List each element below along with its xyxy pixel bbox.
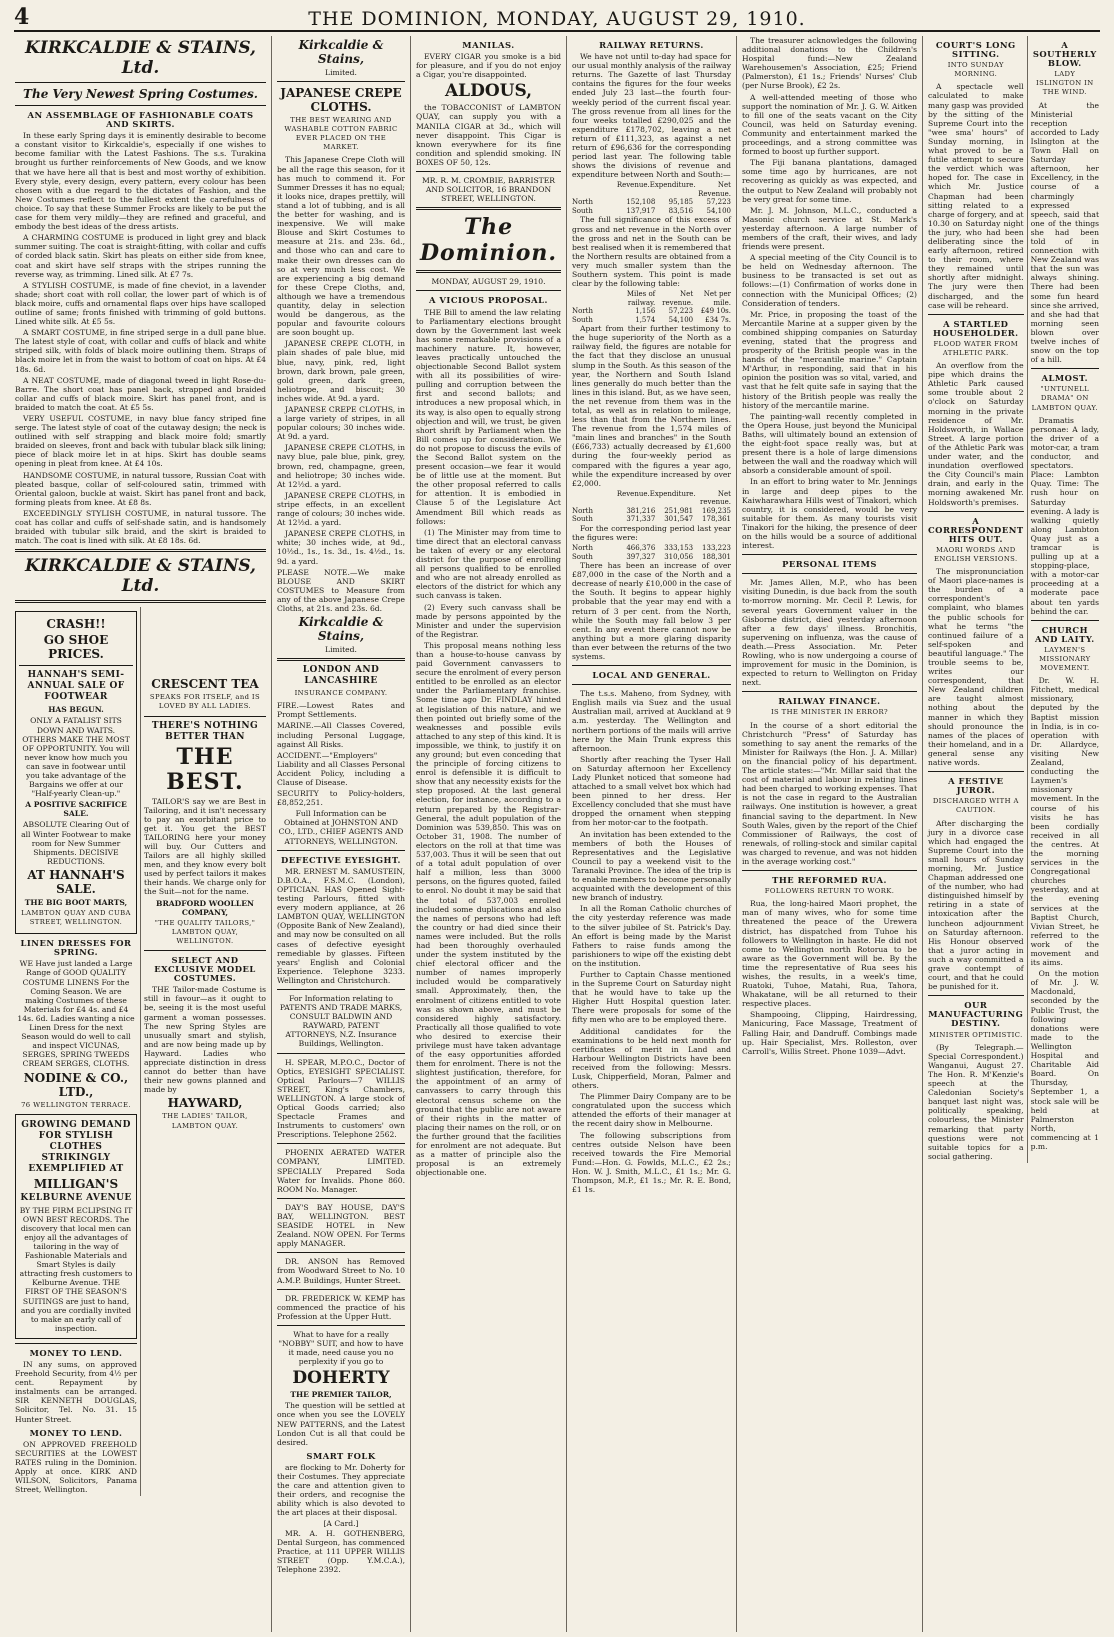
ad-item: A NEAT COSTUME, made of diagonal tweed in light Rose-du-Barre. The short coat has panel back, strapped and braided collar and cuffs of black moire. Skirt has panel front, and is braided to match the coat. At £5 5s. (15, 375, 266, 412)
crepe-note: PLEASE NOTE.—We make BLOUSE AND SKIRT COSTUMES to Measure from any of the above Japanese Crepe Cloths, at 21s. and 23s. 6d. (277, 567, 405, 613)
dominion-logo: The Dominion. (419, 214, 558, 267)
local-para: Shortly after reaching the Tyser Hall on Saturday afternoon her Excellency Lady Plunket noticed that someone had attached to a small velvet box which had been pinned to her dress. Her Excellency concluded that she must have dropped the ornament when stepping from her motor-car to the footpath. (572, 754, 731, 828)
correspondent-body: The mispronunciation of Maori place-names is the burden of a correspondent's complaint, who blames the public schools for what he terms "the continued failure of a self-spoken and beautiful language." The trouble seems to be, writes our correspondent, that New Zealand children are taught almost nothing about the manner in which they should pronounce the names of the places of their homeland, and in a general sense any native words. (928, 567, 1024, 768)
ad-item: A STYLISH COSTUME, is made of fine cheviot, in a lavender shade; short coat with roll collar, the lower part of which is of black moire, cuffs and ornamental flaps over hips have scalloped outline of same; fronts finished with trimming of gold buttons. Lined white silk. At £5 5s. (15, 280, 266, 327)
table-row: North 152,108 95,185 57,223 (572, 198, 731, 207)
big-boot-address: LAMBTON QUAY AND CUBA STREET, WELLINGTON. (21, 909, 131, 927)
railway-body: We have not until to-day had space for our usual monthly analysis of the railway returns. The Gazette of last Thursday contains the figures for the four weeks ended July 23 last—the fourth four-weekly period of the current fiscal year. The gross revenue from all lines for the four weeks totalled £290,025 and the expenditure £178,702, leaving a net return of £111,323, as against a net return of £96,636 for the corresponding period last year. The following table shows the divisions of revenue and expenditure between North and South:— (572, 52, 731, 180)
kemp-ad: DR. FREDERICK W. KEMP has commenced the practice of his Profession at the Upper Hutt. (277, 1293, 405, 1321)
railway-body-4: There has been an increase of over £87,000 in the case of the North and a decrease of nearly £10,000 in the case of the South. It begins to appear highly probable that the year may end with a return of 3 per cent. from the North, while the South may fall below 3 per cent. In any event there cannot now be anything but a more glaring disparity than ever between the returns of the two systems. (572, 561, 731, 661)
big-boot: THE BIG BOOT MARTS, (24, 897, 128, 907)
ad-firm-heading: KIRKCALDIE & STAINS, Ltd. (25, 38, 256, 78)
eye-body: MR. ERNEST M. SAMUSTEIN, D.B.O.A., F.S.M.C. (London), OPTICIAN. HAS Opened Sight-testing Parlours, fitted with every modern appliance, at 26 LAMBTON QUAY, WELLINGTON (Opposite Bank of New Zealand), and may now be consulted on all cases of defective eyesight remediable by glasses. Fifteen years' English and Colonial Experience. Telephone 3233. Wellington and Christchurch. (277, 866, 406, 985)
newspaper-title: THE DOMINION, MONDAY, AUGUST 29, 1910. (308, 8, 806, 30)
court-body: A spectacle well calculated to make many gasp was provided by the sitting of the Supreme Court into the "wee sma' hours" of Sunday morning, in what proved to be a futile attempt to secure the verdict which was hoped for. The case in which Mr. Justice Chapman had been sitting related to a charge of forgery, and at 10.30 on Saturday night the jury, who had been deliberating since the early afternoon, retired to their room, where they remained until shortly after midnight. The jury were then discharged, and the case will be reheard. (928, 82, 1024, 310)
money-body-2: ON APPROVED FREEHOLD SECURITIES at the LOWEST RATES ruling in the Dominion. Apply at once. KIRK AND WILSON, Solicitors, Panama Street, Wellington. (15, 1439, 137, 1495)
court-heading: COURT'S LONG SITTING. (935, 40, 1016, 60)
crepe-price: JAPANESE CREPE CLOTHS, in navy blue, pale blue, pink, grey, brown, red, champagne, green, and heliotrope; 30 inches wide. At 12½d. a yard. (277, 443, 405, 489)
personal-heading: PERSONAL ITEMS (782, 559, 877, 570)
column-5 (737, 36, 923, 1632)
ins-line: MARINE.—All Classes Covered, including Personal Luggage, against All Risks. (277, 721, 405, 749)
vicious-para: THE Bill to amend the law relating to Parliamentary elections brought down by the Government last week has some remarkable provisions of a machinery nature. It, however, leaves practically untouched the objectionable Second Ballot system with all its possibilities of wire-pulling and corruption between the first and second ballots; and introduces a new proposal which, in its way, is also open to equally strong objection and will, we trust, be given short shrift by Parliament when the Bill comes up for consideration. We do not propose to discuss the evils of the Second Ballot system on the present occasion—we fear it would be of little use at the moment. But the other proposal referred to calls for attention. It is embodied in Clause 5 of the Legislature Act Amendment Bill which reads as follows: (416, 307, 561, 526)
railway-heading: RAILWAY RETURNS. (599, 40, 704, 50)
crepe-title: JAPANESE CREPE CLOTHS. (280, 86, 402, 115)
hospital-donations: The treasurer acknowledges the following additional donations to the Children's Hospital fund:—New Zealand Warehousemen's Association, £25; Friend (Palmerston), £1 1s.; Friends' Nurses' Club (per Nurse Brook), £2 2s. (742, 36, 917, 91)
linen-body: WE Have just landed a Large Range of GOOD QUALITY COSTUME LINENS For the Coming Season. We are making Costumes of these Materials for £4 4s. and £4 14s. 6d. Ladies wanting a nice Linen Dress for the next Season would do well to call and inspect VICUNAS, SERGES, SPRING TWEEDS CREAM SERGES, CLOTHS. (17, 959, 135, 1069)
best-body: TAILOR'S say we are Best in Tailoring, and it isn't necessary to pay an exorbitant price to get it. You get the BEST TAILORING here your money will buy. Our Cutters and Tailors are all highly skilled men, and they know every bolt used by perfect tailors it makes their hands. We charge only for the Suit—not for the name. (144, 796, 266, 897)
manilas-heading: MANILAS. (462, 40, 515, 50)
local-para: An invitation has been extended to the members of both the Houses of Representatives and the Legislative Council to pay a weekend visit to the Taranaki Province. The idea of the trip is to enable members to become personally acquainted with the development of this new branch of industry. (572, 829, 731, 903)
table-row: North 381,216 251,981 169,235 (572, 506, 731, 515)
local-para: Further to Captain Chasse mentioned in the Supreme Court on Saturday night that he would have to take up the Higher Hutt Hospital question later. There were proposals for some of the fifty men who are to be employed there. (572, 969, 731, 1025)
table-row: South 137,917 83,516 54,100 (572, 206, 731, 215)
church-sub: LAYMEN'S MISSIONARY MOVEMENT. (1039, 645, 1091, 673)
money-body-1: IN any sums, on approved Freehold Security, from 4½ per cent. Repayment by instalments can be arranged. SIR KENNETH DOUGLAS, Solicitor, Tel. No. 31. 15 Hunter Street. (15, 1360, 137, 1424)
hairdresser-advert: Shampooing, Clipping, Hairdressing, Manicuring, Face Massage, Treatment of Falling Hair, and Dandruff. Combings made up. Hair Specialist, Mrs. Rolleston, over Carroll's, Willis Street. Phone 1039—Advt. (742, 1010, 917, 1056)
table-header: Miles of railway. Net revenue. Net per mile. (626, 290, 731, 307)
reformed-sub: FOLLOWERS RETURN TO WORK. (764, 887, 895, 896)
local-para: The Plimmer Dairy Company are to be congratulated upon the success which attended the efforts of their manager at the recent dairy show in Melbourne. (572, 1092, 731, 1129)
crescent-sub: SPEAKS FOR ITSELF, and IS LOVED BY ALL LADIES. (149, 693, 261, 711)
best-heading: THE BEST. (166, 743, 244, 795)
table-header: Revenue. Expenditure. Net Revenue. (616, 181, 731, 198)
juror-sub: DISCHARGED WITH A CAUTION. (932, 797, 1019, 815)
ad-headline: The Very Newest Spring Costumes. (23, 87, 258, 101)
phoenix-ad: PHOENIX AERATED WATER COMPANY, LIMITED. SPECIALLY Prepared Soda Water for Invalids. Phone 860. ROOM No. Manager. (277, 1148, 405, 1194)
table-row: South 397,327 310,056 188,301 (572, 552, 731, 561)
juror-body: After discharging the jury in a divorce case which had engaged the Supreme Court into the small hours of Sunday morning, Mr. Justice Chapman addressed one of the number, who had distinguished himself by retiring in a state of intoxication after the luncheon adjournment on Saturday afternoon. His Honour observed that a juror acting in such a way committed a grave contempt of court, and that he could be punished for it. (928, 818, 1024, 992)
startled-body: An overflow from the pipe which drains the Athletic Park caused some trouble about 2 o'clock on Saturday morning in the private residence of Mr. Holdsworth, in Wallace Street. A large portion of the Athletic Park was under water, and the inundation overflowed the City Council's main drain, and early in the morning awakened Mr. Holdsworth's premises. (928, 361, 1024, 507)
table-row: North 1,156 57,223 £49 10s. (572, 307, 731, 316)
best-lead: THERE'S NOTHING BETTER THAN (151, 720, 259, 742)
nodine-address: 76 WELLINGTON TERRACE. (21, 1100, 131, 1109)
ad-firm-heading-2: KIRKCALDIE & STAINS, Ltd. (25, 556, 256, 597)
hannah-body: ONLY A FATALIST SITS DOWN AND WAITS. OTHERS MAKE THE MOST OF OPPORTUNITY. You will never know how much you can save in footwear until you take advantage of the Bargains we offer at our "Half-yearly Clean-up." (22, 716, 130, 799)
vicious-para: This proposal means nothing less than a house-to-house canvass by paid Government canvassers to secure the enrolment of every person entitled to be enrolled as an elector under the Parliamentary franchise. Some time ago Dr. FINDLAY hinted at legislation of this nature, and we then pointed out briefly some of the weaknesses and possible evils attached to any step of this kind. It is impossible, we think, to justify it on any ground; but even conceding that the principle of forcing citizens to enrol is defensible it is difficult to show that any necessity exists for the step proposed. At the last general election, for instance, according to a return prepared by the Registrar-General, the adult population of the Dominion was 539,850. This was on October 31, 1908. The number of electors on the roll at that time was 537,003. Thus it will be seen that out of a total adult population of over half a million, less than 3000 persons, on the figures quoted, failed to enrol. No doubt it may be said that the total of 537,003 enrolled included some duplications and also the names of persons who had left the country or had died since their names were included. But the rolls had been thoroughly overhauled under the system instituted by the chief electoral officer and the number of names improperly included would be comparatively small. Approximately, then, the enrolment of citizens entitled to vote was as shown above, and must be considered highly satisfactory. Practically all those qualified to vote who desired to exercise their privilege must have taken advantage of the easy opportunities afforded them for enrolment. There is not the slightest justification, therefore, for the appointment of an army of canvassers to carry through this electoral census scheme on the ground that the public are not aware of their rights in the matter of placing their names on the roll, or on the further ground that the facilities for enrolment are not adequate. But as a matter of principle also the proposal is an extremely objectionable one. (416, 640, 561, 1178)
blow-sub: LADY ISLINGTON IN THE WIND. (1036, 70, 1094, 97)
ins-line: FIRE.—Lowest Rates and Prompt Settlements. (277, 701, 405, 720)
london-heading: LONDON AND LANCASHIRE (302, 665, 380, 687)
milligan-lead: GROWING DEMAND FOR STYLISH CLOTHES STRIKINGLY EXEMPLIFIED AT (21, 1119, 131, 1174)
crepe-body: This Japanese Crepe Cloth will be all the rage this season, for it has much to commend it. For Summer Dresses it has no equal; it looks nice, drapes prettily, will stand a lot of tubbing, and is all the better for washing, and is inexpensive. We will make Blouse and Skirt Costumes to measure at 21s. and 23s. 6d., and those who can and care to make their own dresses can do so at very much less cost. We are experiencing a big demand for these Crepe Cloths, and, although we have a tremendous quantity, delay in selection would be dangerous, as the popular and favourite colours are soon bought up. (277, 155, 405, 338)
almost-body: Dramatis personae: A lady, the driver of a motor-car, a tram conductor, and spectators. Place: Lambton Quay. Time: The rush hour on Saturday evening. A lady is walking quietly along Lambton Quay just as a tramcar is pulling up at a stopping-place, with a motor-car proceeding at a moderate pace about ten yards behind the car. (1030, 415, 1099, 616)
local-para: A special meeting of the City Council is to be held on Wednesday afternoon. The business to be transacted is set out as follows:—(1) Confirmation of works done in connection with the Municipal Offices; (2) Consideration of tenders. (742, 253, 917, 308)
local-heading: LOCAL AND GENERAL. (592, 670, 711, 681)
table-row: South 1,574 54,100 £34 7s. (572, 315, 731, 324)
column-1 (10, 36, 272, 1632)
startled-sub: FLOOD WATER FROM ATHLETIC PARK. (933, 339, 1019, 357)
milligan-address: KELBURNE AVENUE (20, 1192, 132, 1203)
reformed-body: Rua, the long-haired Maori prophet, the man of many wives, who for some time threatened the peace of the Urewera district, has dispatched from Tuhoe his followers to Wellington in haste. He did not come to Wellington north Rotorua to be aware as the Government will be. By the time the representative of Rua sees his wishes, the results, in a week's time, Ruatoki, Tuhoe, Matahi, Rua, Tahora, Whakatane, will be all returned to their respective places. (742, 899, 917, 1009)
vicious-para: (2) Every such canvass shall be made by persons appointed by the Minister and under the supervision of the Registrar. (416, 602, 561, 639)
court-sub: INTO SUNDAY MORNING. (947, 61, 1004, 79)
ad-item: A SMART COSTUME, in fine striped serge in a dull pane blue. The latest style of coat, with collar and cuffs of black and white striped silk, with folds of black moire outlining them. Straps of black moire let in from the waist to bottom of coat on hips. At £4 18s. 6d. (15, 328, 266, 374)
smart-heading: SMART FOLK (306, 1450, 376, 1461)
local-para: A well-attended meeting of those who support the nomination of Mr. J. G. W. Aitken to fill one of the seats vacant on the City Council, was held on Saturday evening. Community and entertainment marked the proceedings, and a strong committee was formed to boost up further support. (742, 92, 917, 157)
ad-subhead: AN ASSEMBLAGE OF FASHIONABLE COATS AND SKIRTS. (27, 110, 254, 130)
column-2 (272, 36, 411, 1632)
local-para: Mr. Price, in proposing the toast of the Mercantile Marine at a supper given by the combined shipping companies on Saturday evening, stated that the progress and prosperity of the British people was in the hands of the "mercantile marine." Captain M'Arthur, in responding, said that in his opinion the position was so vital, varied, and vast that he felt quite safe in saying that the history of the British people was really the history of the mercantile marine. (742, 309, 917, 410)
milligan-heading: MILLIGAN'S (33, 1176, 119, 1191)
column-3 (411, 36, 567, 1632)
crepe-tag: THE BEST WEARING AND WASHABLE COTTON FABRIC EVER PLACED ON THE MARKET. (284, 116, 398, 152)
table-header: Revenue. Expenditure. Net revenue. (616, 489, 731, 507)
crepe-price: JAPANESE CREPE CLOTHS, in a large variety of stripes, in all popular colours; 30 inches wide. At 9d. a yard. (277, 405, 405, 442)
smart-body: are flocking to Mr. Doherty for their Costumes. They appreciate the care and attention given to their orders, and recognise the ability which is also devoted to the art places at their disposal. (277, 1462, 405, 1518)
crepe-price: JAPANESE CREPE CLOTH, in plain shades of pale blue, mid blue, navy, pink, red, light brown, dark brown, pale green, gold green, dark green, heliotrope, and biscuit; 30 inches wide. At 9d. a yard. (277, 339, 405, 403)
correspondent-sub: MAORI WORDS AND ENGLISH VERSIONS. (934, 545, 1018, 563)
church-body: Dr. W. H. Fitchett, medical missionary, deputed by the Baptist mission in India, is in co-operation with Dr. Allardyce, visiting New Zealand, conducting the Laymen's missionary movement. In the course of his visits he has been cordially received in all the centres. At the morning services in the Congregational churches yesterday, and at the evening services at the Baptist Church, Vivian Street, he referred to the work of the movement and its aims. (1030, 676, 1099, 968)
anson-ad: DR. ANSON has Removed from Woodward Street to No. 10 A.M.P. Buildings, Hunter Street. (277, 1257, 405, 1285)
col2-limited-2: Limited. (325, 645, 357, 655)
finance-heading: RAILWAY FINANCE. (778, 696, 881, 707)
crepe-price: JAPANESE CREPE CLOTHS, in stripe effects, in an excellent range of colours; 30 inches wide. At 12½d. a yard. (277, 490, 405, 528)
personal-body: Mr. James Allen, M.P., who has been visiting Dunedin, is due back from the south to-morrow morning. Mr. Cecil P. Lewis, for several years Government valuer in the Gisborne district, died yesterday afternoon after a few days' illness. Bronchitis, supervening on influenza, was the cause of death.—Press Association. Mr. Peter Rowling, who is now undergoing a course of improvement for music in the Dominion, is expected to return to Wellington on Friday next. (742, 578, 917, 688)
masthead (14, 4, 1100, 32)
ins-line: ACCIDENT.—"Employers" Liability and all Classes Personal Accident Policy, including a Clause of Disease. (277, 750, 405, 787)
railway-mid: The full significance of this excess of gross and net revenue in the North over the gross and net in the South can be best realised when it is remembered that the Northern results are obtained from a very much smaller system than the Southern system. This point is made clear by the following table: (572, 215, 732, 289)
doherty-sub: THE PREMIER TAILOR, (290, 1390, 392, 1400)
blow-body: At the Ministerial reception accorded to Lady Islington at the Town Hall on Saturday afternoon, her Excellency, in the course of a charmingly expressed speech, said that one of the things she had been told of in connection with New Zealand was that the sun was always shining. There had been some fun heard since she arrived, and she had that morning seen blown over twelve inches of snow on the top of a hill. (1030, 100, 1099, 365)
aldous-body: the TOBACCONIST of LAMBTON QUAY, can supply you with a MANILA CIGAR at 3d., which will never disappoint. This Cigar is known everywhere for its fine condition and splendid smoking. IN BOXES OF 50, 12s. (416, 103, 561, 167)
local-para: Mr. J. M. Johnson, M.L.C., conducted a Masonic church service at St. Mark's yesterday afternoon. A large number of members of the craft, their wives, and lady friends were present. (742, 205, 917, 252)
crescent-heading: CRESCENT TEA (151, 677, 259, 692)
eye-heading: DEFECTIVE EYESIGHT. (281, 854, 401, 865)
bradford-sub: "THE QUALITY TAILORS," LAMBTON QUAY, WELLINGTON. (154, 918, 256, 945)
local-para: The t.s.s. Maheno, from Sydney, with English mails via Suez and the usual Australian mail, arrived at Auckland at 9 a.m. yesterday. The Wellington and northern portions of the mails will arrive here by the Main Trunk express this afternoon. (572, 689, 731, 753)
hayward-heading: HAYWARD, (167, 1096, 243, 1111)
vicious-para: (1) The Minister may from time to time direct that an electoral canvass be taken of every or any electoral district for the purpose of enrolling all persons qualified to be enrolled and who are not already enrolled as electors of the district for which any such canvass is taken. (416, 527, 561, 601)
select-heading: SELECT AND EXCLUSIVE MODEL COSTUMES. (154, 955, 256, 984)
milligan-body: BY THE FIRM ECLIPSING IT OWN BEST RECORDS. The discovery that local men can enjoy all the advantages of tailoring in the way of Fashionable Materials and Smart Styles is daily attracting fresh customers to Kelburne Avenue. THE FIRST OF THE SEASON'S SUITINGS are just to hand, and you are cordially invited to make an early call of inspection. (19, 1205, 133, 1333)
crombie-ad: MR. R. M. CROMBIE, BARRISTER AND SOLICITOR, 16 BRANDON STREET, WELLINGTON. (422, 176, 555, 204)
col2-limited: Limited. (325, 68, 357, 77)
nobby-lead: What to have for a really "NOBBY" SUIT, and how to have it made, need cause you no perplexity if you go to (278, 1329, 404, 1367)
doherty-body: The question will be settled at once when you see the LOVELY NEW PATTERNS, and the Latest London Cut is all that could be desired. (277, 1401, 405, 1447)
doherty-heading: DOHERTY (292, 1368, 390, 1389)
motion-body: On the motion of Mr. J. W. Macdonald, seconded by the Public Trust, the following donations were made to the Wellington Hospital and Charitable Aid Board. On Thursday, September 1, a stock sale will be held at Palmerston North, commencing at 1 p.m. (1030, 969, 1099, 1151)
insurance-heading: INSURANCE COMPANY. (294, 689, 388, 698)
gothenberg-ad: MR. A. H. GOTHENBERG, Dental Surgeon, has commenced Practice, at 111 UPPER WILLIS STREET (Opp. Y.M.C.A.), Telephone 2392. (277, 1528, 405, 1574)
money-heading-1: MONEY TO LEND. (29, 1347, 123, 1358)
bradford-heading: BRADFORD WOOLLEN COMPANY, (156, 898, 254, 917)
destiny-sub: MINISTER OPTIMISTIC. (928, 1030, 1023, 1039)
page-number: 4 (14, 4, 30, 30)
local-para: Additional candidates for the examinations to be held next month for certificates of merit in Land and Harbour Wellington Districts have been received from the following: Messrs. Lusk, Chipperfield, Moran, Palmer and others. (572, 1026, 731, 1091)
juror-heading: A FESTIVE JUROR. (948, 776, 1004, 796)
days-bay-ad: DAY'S BAY HOUSE, DAY'S BAY, WELLINGTON. BEST SEASIDE HOTEL in New Zealand. NOW OPEN. For Terms apply MANAGER. (277, 1202, 405, 1249)
hannah-begun: HAS BEGUN. (48, 705, 104, 715)
select-body: THE Tailor-made Costume is still in favour—as it ought to be, seeing it is the most useful garment a woman possesses. The new Spring Styles are unusually smart and stylish, and are now being made up by Hayward. Ladies who appreciate distinction in dress cannot do better than have their new gowns planned and made by (144, 985, 266, 1095)
nodine-heading: NODINE & CO., LTD., (23, 1070, 129, 1099)
crash-heading: CRASH!! (46, 617, 106, 632)
table-row: South 371,337 301,547 178,361 (572, 515, 731, 524)
finance-body: In the course of a short editorial the Christchurch "Press" of Saturday has something to say anent the remarks of the Minister for Railways (the Hon. J. A. Millar) on the financial policy of his department. The article states:—"Mr. Millar said that the cost of material and labour in relating lines had been charged to working expenses. That is not the case in regard to the Australian railways. One institution is however, a great financial saving to the department. In New South Wales, given by the report of the Chief Commissioner of Railways, the cost of renewals, of rolling-stock and similar capital was charged to revenue, and was not hidden in the average working cost." (742, 720, 917, 866)
local-para: The following subscriptions from centres outside Nelson have been received towards the Fire Memorial Fund:—Hon. G. Fowlds, M.L.C., £2 2s.; Hon. W. J. Smith, M.L.C., £1 1s.; Mr. G. Thompson, M.P., £1 1s.; Mr. R. E. Bond, £1 1s. (572, 1130, 731, 1195)
blow-heading: A SOUTHERLY BLOW. (1032, 40, 1097, 69)
hayward-sub: THE LADIES' TAILOR, LAMBTON QUAY. (162, 1112, 248, 1130)
railway-body-3: For the corresponding period last year the figures were: (572, 523, 731, 542)
manilas-body: EVERY CIGAR you smoke is a bid for pleasure, and if you do not enjoy a Cigar, you're disappointed. (416, 52, 561, 80)
destiny-heading: OUR MANUFACTURING DESTINY. (928, 1000, 1024, 1029)
money-heading-2: MONEY TO LEND. (29, 1427, 123, 1438)
at-hannah: AT HANNAH'S SALE. (27, 867, 125, 896)
card-label: [A Card.] (323, 1519, 359, 1529)
aldous-heading: ALDOUS, (444, 81, 533, 102)
absolute-clearing: ABSOLUTE Clearing Out of all Winter Footwear to make room for New Summer Shipments. DECISIVE REDUCTIONS. (21, 820, 131, 866)
ad-item: HANDSOME COSTUME, in natural tussore, Russian Coat with pleated basque, collar of self-coloured satin, trimmed with Oriental galoon, buckle at waist. Skirt has panel front and back, forming pleats from knee. At £8 8s. (15, 470, 266, 507)
crepe-price: JAPANESE CREPE CLOTHS, in white; 30 inches wide, at 9d., 10½d., 1s., 1s. 3d., 1s. 4½d., 1s. 9d. a yard. (277, 529, 405, 566)
patents-ad: For Information relating to PATENTS AND TRADE MARKS, CONSULT BALDWIN AND RAYWARD, PATENT ATTORNEYS, N.Z. Insurance Buildings, Wellington. (279, 993, 403, 1049)
table-row: North 466,376 333,153 133,223 (572, 544, 731, 553)
reformed-heading: THE REFORMED RUA. (772, 875, 887, 886)
finance-sub: IS THE MINISTER IN ERROR? (770, 708, 889, 717)
local-para: The painting-wall recently completed in the Opera House, just beyond the Municipal Baths, will ultimately bound an extension of the eight-foot space really was, but at present there is a hole of large dimensions between the wall and the roadway which will absorb a considerable amount of spoil. (742, 411, 917, 476)
local-para: In an effort to bring water to Mr. Jennings in large and deep pipes to the Kaiwharawhara Hills west of Tinakori, which country, it is considered, would be very suitable for them. As many tourists visit Tinakori for the hiking, the presence of deer on the hills would be a source of additional interest. (742, 477, 917, 551)
correspondent-heading: A CORRESPONDENT HITS OUT. (928, 515, 1024, 544)
col2-firm: Kirkcaldie & Stains, (298, 38, 384, 66)
ad-intro: In these early Spring days it is eminently desirable to become a constant visitor to Kirkcaldie's, especially if one wishes to become familiar with the Latest Fashions. The s.s. Turakina brought us further reinforcements of New Goods, and we know that we have here all that is best and most worthy of exhibition. Every style, every design, every pattern, every colour has been chosen with a due regard to the dictates of Fashion, and the New Costumes reflect to the fullest extent the carefulness of choice. To say that these Summer Frocks are likely to be put the case for them very mildly—they are refined and graceful, and embody the best ideas of the dress artists. (15, 131, 266, 232)
local-para: The Fiji banana plantations, damaged some time ago by hurricanes, are not recovering as quickly as was expected, and the output to New Zealand will probably not be very great for some time. (742, 158, 917, 204)
ad-item: EXCEEDINGLY STYLISH COSTUME, in natural tussore. The coat has collar and cuffs of self-shade satin, and is handsomely braided with tubular silk braid, and the skirt is braided to match. The coat is lined with silk. At £8 18s. 6d. (15, 508, 266, 546)
column-4 (567, 36, 737, 1632)
spear-ad: H. SPEAR, M.P.O.C., Doctor of Optics, EYESIGHT SPECIALIST. Optical Parlours—7 WILLIS STREET, King's Chambers, WELLINGTON. A large stock of Optical Goods carried; also Spectacle Frames and Instruments to customers' own Prescriptions. Telephone 2562. (277, 1057, 405, 1140)
hannah-title: HANNAH'S SEMI-ANNUAL SALE OF FOOTWEAR (27, 670, 125, 703)
linen-heading: LINEN DRESSES FOR SPRING. (20, 938, 132, 958)
positive-sale: A POSITIVE SACRIFICE SALE. (25, 800, 127, 819)
ins-line: SECURITY to Policy-holders, £8,852,251. (277, 789, 405, 808)
col2-firm-2: Kirkcaldie & Stains, (298, 615, 384, 644)
column-6 (923, 36, 1104, 1632)
church-heading: CHURCH AND LAITY. (1034, 624, 1095, 644)
startled-heading: A STARTLED HOUSEHOLDER. (933, 318, 1019, 338)
ins-info: Full Information can be Obtained at JOHNSTON AND CO., LTD., CHIEF AGENTS AND ATTORNEYS, WELLINGTON. (278, 809, 404, 846)
vicious-heading: A VICIOUS PROPOSAL. (429, 295, 548, 306)
shoe-heading: GO SHOE PRICES. (43, 633, 109, 662)
ad-item: VERY USEFUL COSTUME, in navy blue fancy striped fine serge. The latest style of coat of the cutaway design; the neck is outlined with self strapping and black moire fold; smartly braided on sleeves, front and back with tubular black silk lining; piece of black moire let in at hips. Skirt has double seams opening in pleat from knee. At £4 10s. (15, 414, 266, 469)
railway-body-2: Apart from their further testimony to the huge superiority of the North as a railway field, the figures are notable for the fact that they disclose an unusual slump in the South. As this season of the year, the Northern and South Island lines generally do much better than the lines in this island. But, as we have seen, the net revenue from them was in the total, as well as in relation to mileage, less than that from the Northern lines. The revenue from the 1,574 miles of "main lines and branches" in the South (£66,733) actually decreased by £1,600 during the four-weekly period as compared with the figures a year ago, while the expenditure increased by over £2,000. (572, 324, 731, 488)
dateline: MONDAY, AUGUST 29, 1910. (431, 277, 546, 287)
almost-heading: ALMOST. (1041, 373, 1089, 384)
destiny-body: (By Telegraph.—Special Correspondent.) Wanganui, August 27. The Hon. R. M'Kenzie's speech at the Caledonian Society's banquet last night was, politically speaking, colourless, the Minister remarking that party questions were not suitable topics for a social gathering. (928, 1042, 1024, 1161)
ad-item: A CHARMING COSTUME is produced in light grey and black summer suiting. The coat is straight-fitting, with collar and cuffs of corded black satin. Skirt has pleats on either side from knee, coat and skirt have self straps with the stripes running the reverse way, as trimming. Lined silk. At £7 7s. (15, 233, 266, 279)
almost-sub: "UNTUNELL DRAMA" ON LAMBTON QUAY. (1031, 385, 1098, 412)
local-para: In all the Roman Catholic churches of the city yesterday reference was made to the silver jubilee of St. Patrick's Day. An effort is being made by the Marist Fathers to raise funds among the parishioners to wipe off the existing debt on the institution. (572, 904, 731, 968)
